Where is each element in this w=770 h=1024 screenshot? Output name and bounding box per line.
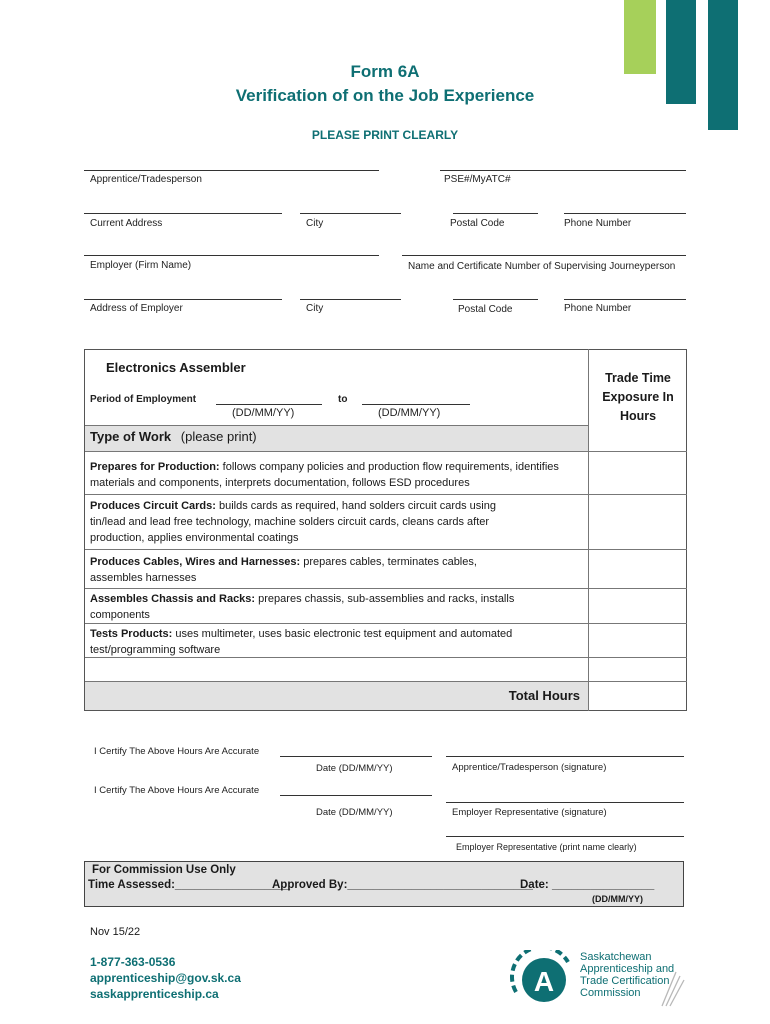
work-row-cables: Produces Cables, Wires and Harnesses: prepares cables, terminates cables, assembles harnesses	[90, 556, 477, 584]
approved-by[interactable]: Approved By:_____________________________	[272, 879, 533, 891]
type-of-work-heading	[90, 429, 257, 444]
city2-label: City	[306, 303, 324, 314]
certify-statement-1: I Certify The Above Hours Are Accurate	[94, 746, 260, 757]
row-divider-3	[85, 588, 687, 589]
date1-line[interactable]	[280, 756, 432, 757]
pse-label: PSE#/MyATC#	[444, 174, 511, 185]
period-end-format: (DD/MM/YY)	[378, 407, 441, 419]
time-assessed[interactable]: Time Assessed:__________________	[88, 879, 291, 891]
print-instruction: PLEASE PRINT CLEARLY	[311, 128, 459, 142]
contact-phone[interactable]: 1-877-363-0536	[90, 955, 176, 969]
city1-line[interactable]	[300, 213, 401, 214]
supervisor-label: Name and Certificate Number of Supervising Journeyperson	[408, 261, 676, 272]
current-address-line[interactable]	[84, 213, 282, 214]
apprentice-signature-line[interactable]	[446, 756, 684, 757]
postal2-line[interactable]	[453, 299, 538, 300]
exposure-header: Trade Time Exposure In Hours	[602, 371, 674, 423]
row-divider-4	[85, 623, 687, 624]
row-divider-5	[85, 657, 687, 658]
apprentice-signature-label: Apprentice/Tradesperson (signature)	[452, 762, 607, 773]
employer-signature-line[interactable]	[446, 802, 684, 803]
period-start-line[interactable]	[216, 404, 322, 405]
certify-statement-2: I Certify The Above Hours Are Accurate	[94, 785, 260, 796]
commission-date[interactable]: Date: ________________	[520, 879, 655, 891]
version-date: Nov 15/22	[90, 926, 141, 938]
city2-line[interactable]	[300, 299, 401, 300]
postal2-label: Postal Code	[458, 304, 513, 315]
form-title: Verification of on the Job Experience	[235, 86, 535, 105]
logo-line-2: Apprenticeship and	[580, 963, 675, 975]
employer-print-name-line[interactable]	[446, 836, 684, 837]
employer-print-name-label: Employer Representative (print name clearly)	[456, 842, 637, 852]
phone1-line[interactable]	[564, 213, 686, 214]
row-divider-1	[85, 494, 687, 495]
period-to: to	[338, 394, 348, 405]
work-row-chassis: Assembles Chassis and Racks: prepares chassis, sub-assemblies and racks, installs components	[90, 593, 515, 621]
form-number: Form 6A	[350, 62, 420, 81]
contact-email[interactable]: apprenticeship@gov.sk.ca	[90, 971, 241, 985]
pse-line[interactable]	[440, 170, 686, 171]
logo-line-3: Trade Certification	[580, 975, 670, 987]
type-band-bottom	[85, 451, 687, 452]
apprentice-line[interactable]	[84, 170, 379, 171]
logo-letter: A	[533, 966, 555, 997]
logo-line-1: Saskatchewan	[580, 951, 652, 963]
logo-line-4: Commission	[580, 987, 641, 999]
work-row-circuit-cards: Produces Circuit Cards: builds cards as required, hand solders circuit cards using tin/lead and lead free technology, machine solders circuit cards, cleans cards after production, applies environmental coatings	[90, 500, 496, 544]
commission-title: For Commission Use Only	[92, 864, 236, 876]
phone1-label: Phone Number	[564, 218, 632, 229]
sk-logo-emblem-icon	[508, 950, 580, 1008]
wheat-sheaf-icon	[660, 968, 686, 1008]
period-end-line[interactable]	[362, 404, 470, 405]
phone2-line[interactable]	[564, 299, 686, 300]
period-label: Period of Employment	[90, 394, 197, 405]
total-hours-label: Total Hours	[508, 688, 580, 703]
employer-label: Employer (Firm Name)	[90, 260, 192, 271]
trade-name: Electronics Assembler	[106, 360, 246, 375]
employer-line[interactable]	[84, 255, 379, 256]
employer-address-label: Address of Employer	[90, 303, 183, 314]
period-start-format: (DD/MM/YY)	[232, 407, 295, 419]
postal1-label: Postal Code	[450, 218, 505, 229]
supervisor-line[interactable]	[402, 255, 686, 256]
date1-label: Date (DD/MM/YY)	[316, 763, 393, 774]
commission-date-format: (DD/MM/YY)	[592, 894, 643, 904]
date2-line[interactable]	[280, 795, 432, 796]
postal1-line[interactable]	[453, 213, 538, 214]
phone2-label: Phone Number	[564, 303, 632, 314]
work-row-production: Prepares for Production: follows company policies and production flow requirements, identifies materials and components, interprets documentation, follows ESD procedures	[90, 461, 559, 489]
please-print-label: (please print)	[180, 429, 257, 444]
work-row-tests: Tests Products: uses multimeter, uses basic electronic test equipment and automated test/programming software	[90, 628, 513, 656]
contact-website[interactable]: saskapprenticeship.ca	[90, 987, 219, 1001]
city1-label: City	[306, 218, 324, 229]
date2-label: Date (DD/MM/YY)	[316, 807, 393, 818]
employer-address-line[interactable]	[84, 299, 282, 300]
current-address-label: Current Address	[90, 218, 163, 229]
row-divider-2	[85, 549, 687, 550]
apprentice-label: Apprentice/Tradesperson	[90, 174, 202, 185]
type-of-work-label: Type of Work	[90, 429, 172, 444]
employer-signature-label: Employer Representative (signature)	[452, 807, 607, 818]
type-band-top	[85, 425, 588, 426]
